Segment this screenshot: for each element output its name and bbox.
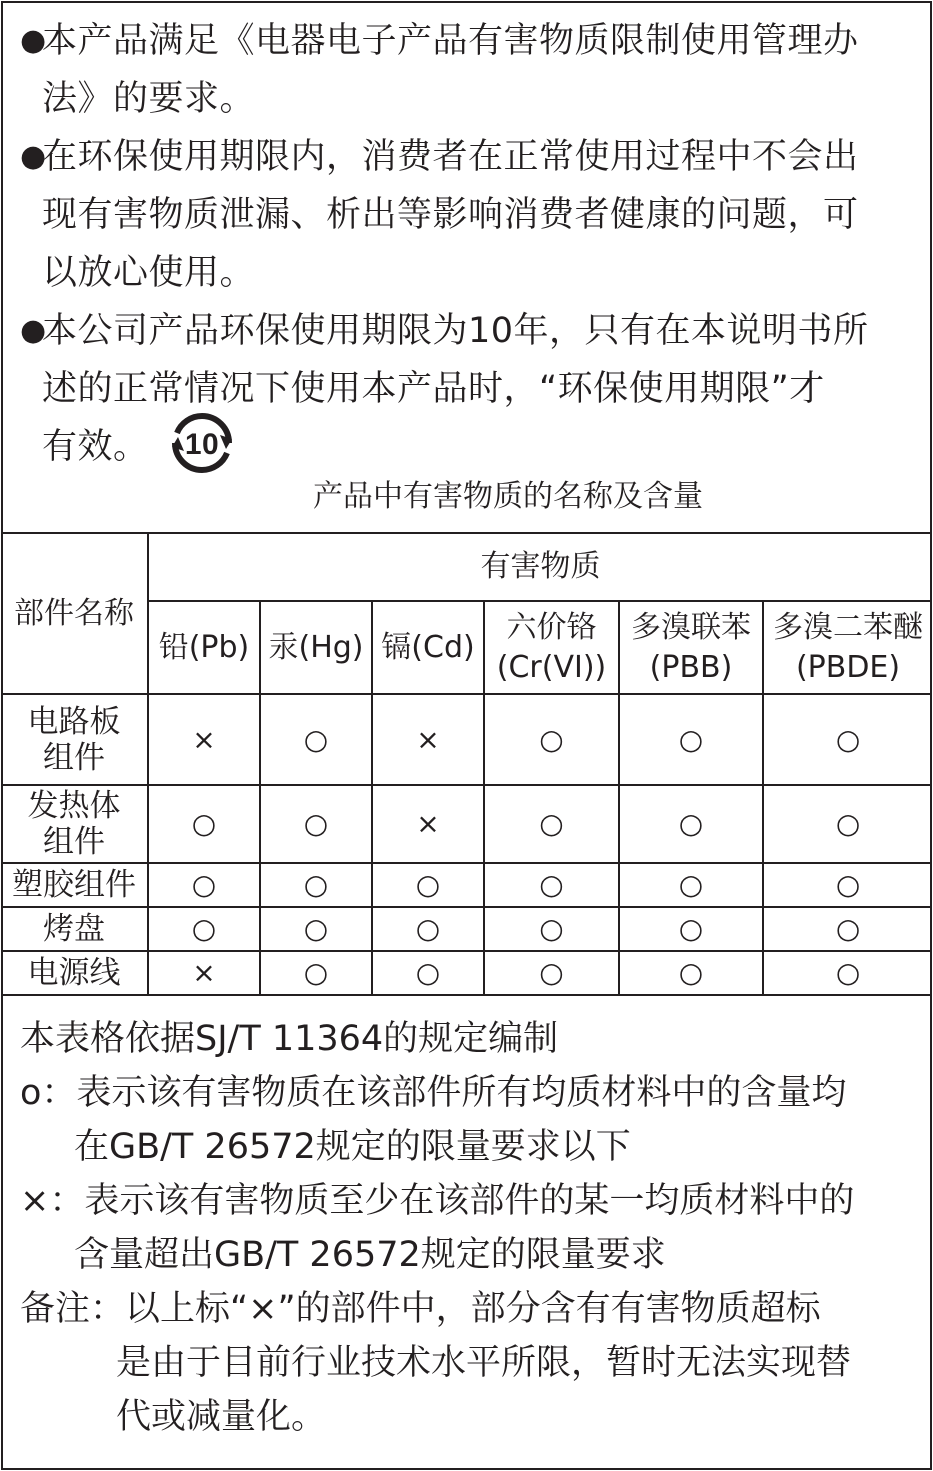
mark-cell: ○ [260, 785, 372, 863]
mark-cell: ○ [260, 863, 372, 907]
mark-cell: ○ [372, 863, 484, 907]
column-header-pbb: 多溴联苯 (PBB) [619, 601, 763, 694]
part-name-cell: 烤盘 [1, 907, 148, 951]
bullet-line-text: 有效。 [42, 427, 149, 467]
mark-cell: ○ [763, 785, 932, 863]
table-row [1, 694, 932, 785]
note-cross-line1: ×：表示该有害物质至少在该部件的某一均质材料中的 [20, 1181, 855, 1221]
part-name-cell: 塑胶组件 [1, 863, 148, 907]
part-name-cell: 电源线 [1, 951, 148, 995]
bullet-line-last [42, 418, 915, 477]
bullet-dot-icon: ● [20, 139, 47, 174]
bullet-safe-use [20, 128, 915, 302]
bullet-compliance [20, 12, 915, 128]
mark-cell: × [372, 694, 484, 785]
bullet-dot-icon: ● [20, 313, 47, 348]
mark-cell: ○ [484, 694, 619, 785]
mark-cell: ○ [260, 694, 372, 785]
mark-cell: ○ [484, 785, 619, 863]
table-caption: 产品中有害物质的名称及含量 [313, 479, 703, 514]
table-header-row [1, 533, 932, 601]
mark-cell: × [148, 694, 260, 785]
mark-cell: ○ [763, 907, 932, 951]
mark-cell: × [148, 951, 260, 995]
column-header-cr6: 六价铬 (Cr(VI)) [484, 601, 619, 694]
mark-cell: ○ [484, 907, 619, 951]
part-name-cell: 发热体 组件 [1, 785, 148, 863]
note-circle-line1: o：表示该有害物质在该部件所有均质材料中的含量均 [20, 1073, 847, 1113]
bullet-line: 以放心使用。 [42, 253, 256, 293]
mark-cell: ○ [763, 863, 932, 907]
mark-cell: ○ [619, 694, 763, 785]
mark-cell: ○ [619, 785, 763, 863]
column-header-pb: 铅(Pb) [148, 601, 260, 694]
note-basis: 本表格依据SJ/T 11364的规定编制 [20, 1019, 559, 1059]
mark-cell: ○ [619, 863, 763, 907]
mark-cell: ○ [619, 951, 763, 995]
table-row [1, 785, 932, 863]
mark-cell: ○ [763, 694, 932, 785]
mark-cell: ○ [260, 907, 372, 951]
intro-bullets [20, 12, 915, 477]
table-row [1, 863, 932, 907]
mark-cell: ○ [372, 907, 484, 951]
part-name-header: 部件名称 [1, 533, 148, 694]
bullet-line: 本产品满足《电器电子产品有害物质限制使用管理办 [42, 21, 859, 61]
substance-header: 有害物质 [148, 533, 932, 601]
column-header-hg: 汞(Hg) [260, 601, 372, 694]
note-remark-line2: 是由于目前行业技术水平所限，暂时无法实现替 [116, 1343, 852, 1383]
mark-cell: ○ [148, 907, 260, 951]
note-circle-line2: 在GB/T 26572规定的限量要求以下 [74, 1127, 631, 1167]
mark-cell: ○ [619, 907, 763, 951]
note-cross-line2: 含量超出GB/T 26572规定的限量要求 [74, 1235, 666, 1275]
mark-cell: ○ [148, 863, 260, 907]
mark-cell: × [372, 785, 484, 863]
mark-cell: ○ [372, 951, 484, 995]
column-header-pbde: 多溴二苯醚 (PBDE) [763, 601, 932, 694]
bullet-line: 现有害物质泄漏、析出等影响消费者健康的问题，可 [42, 195, 859, 235]
note-remark-line1: 备注：以上标“×”的部件中，部分含有有害物质超标 [20, 1289, 821, 1329]
mark-cell: ○ [260, 951, 372, 995]
hazardous-substance-table [1, 532, 932, 996]
mark-cell: ○ [148, 785, 260, 863]
mark-cell: ○ [484, 951, 619, 995]
bullet-line: 在环保使用期限内，消费者在正常使用过程中不会出 [42, 137, 859, 177]
bullet-epup-period [20, 302, 915, 477]
table-row [1, 951, 932, 995]
bullet-dot-icon: ● [20, 23, 47, 58]
bullet-line: 法》的要求。 [42, 79, 256, 119]
table-row [1, 907, 932, 951]
note-remark-line3: 代或减量化。 [116, 1397, 327, 1437]
epup-10-year-icon [168, 409, 236, 477]
bullet-line: 述的正常情况下使用本产品时，“环保使用期限”才 [42, 369, 825, 409]
part-name-cell: 电路板 组件 [1, 694, 148, 785]
column-header-cd: 镉(Cd) [372, 601, 484, 694]
table-notes [20, 1012, 915, 1444]
bullet-line: 本公司产品环保使用期限为10年，只有在本说明书所 [42, 311, 869, 351]
mark-cell: ○ [763, 951, 932, 995]
epup-number: 10 [184, 428, 220, 461]
mark-cell: ○ [484, 863, 619, 907]
